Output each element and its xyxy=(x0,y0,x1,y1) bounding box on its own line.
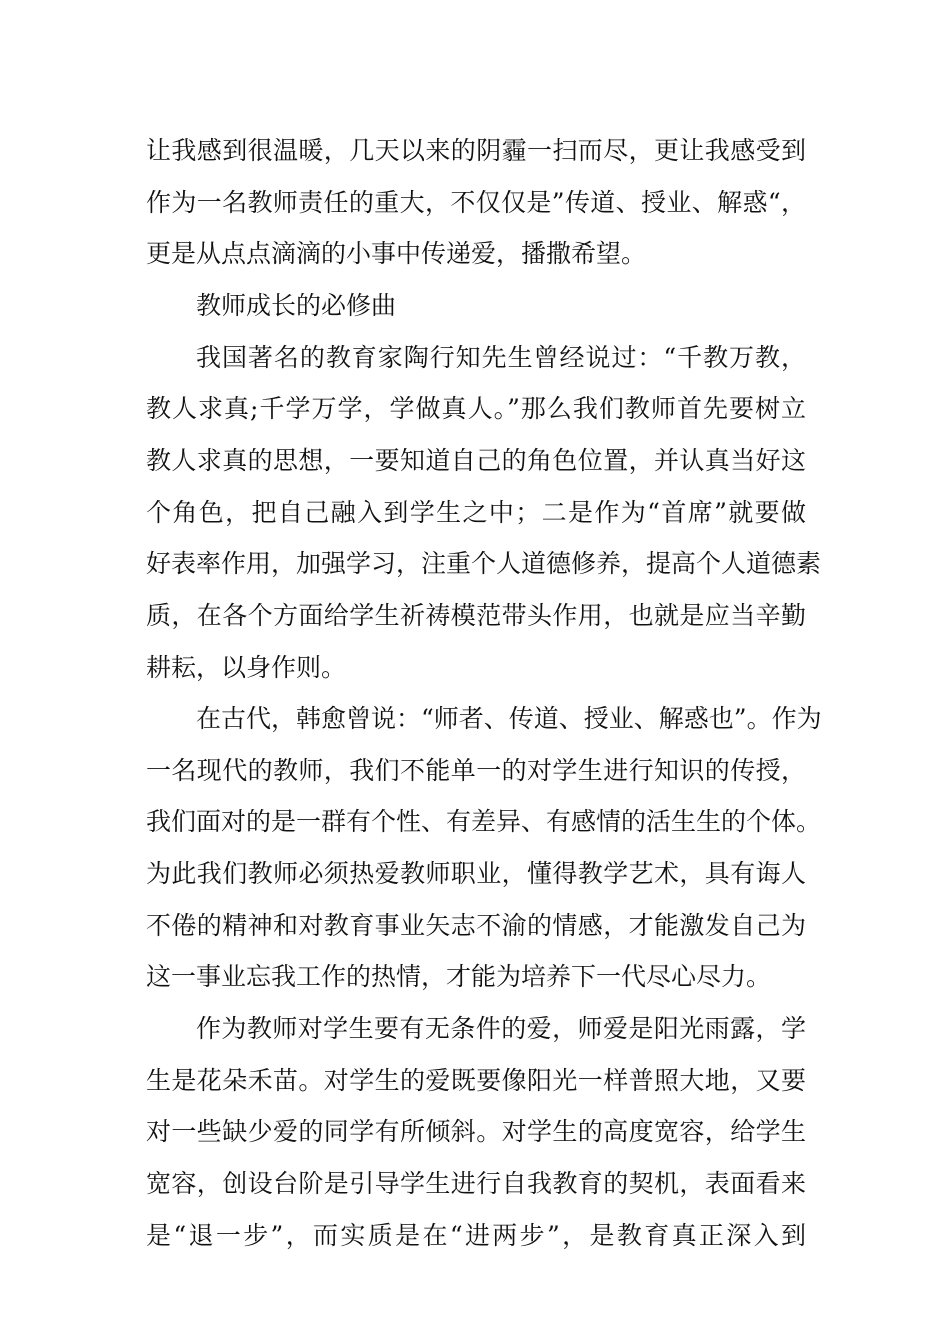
text-line: 生是花朵禾苗。对学生的爱既要像阳光一样普照大地，又要 xyxy=(146,1066,806,1095)
text-line: 教人求真;千学万学，学做真人。”那么我们教师首先要树立 xyxy=(146,394,806,423)
text-line: 好表率作用，加强学习，注重个人道德修养，提高个人道德素 xyxy=(146,549,822,578)
text-line: 这一事业忘我工作的热情，才能为培养下一代尽心尽力。 xyxy=(146,962,772,991)
text-line: 个角色，把自己融入到学生之中；二是作为“首席”就要做 xyxy=(146,498,806,527)
text-line: 作为教师对学生要有无条件的爱，师爱是阳光雨露，学 xyxy=(196,1014,806,1043)
text-line: 一名现代的教师，我们不能单一的对学生进行知识的传授， xyxy=(146,756,806,785)
text-line: 耕耘，以身作则。 xyxy=(146,653,347,682)
text-line: 让我感到很温暖，几天以来的阴霾一扫而尽，更让我感受到 xyxy=(146,136,806,165)
section-heading: 教师成长的必修曲 xyxy=(196,291,397,320)
text-line: 更是从点点滴滴的小事中传递爱，播撒希望。 xyxy=(146,239,647,268)
text-line: 对一些缺少爱的同学有所倾斜。对学生的高度宽容，给学生 xyxy=(146,1117,806,1146)
text-line: 教人求真的思想，一要知道自己的角色位置，并认真当好这 xyxy=(146,446,806,475)
text-line: 在古代，韩愈曾说：“师者、传道、授业、解惑也”。作为 xyxy=(196,704,822,733)
text-line: 不倦的精神和对教育事业矢志不渝的情感，才能激发自己为 xyxy=(146,911,806,940)
text-line: 作为一名教师责任的重大，不仅仅是”传道、授业、解惑“， xyxy=(146,188,806,217)
text-line: 质，在各个方面给学生祈祷模范带头作用，也就是应当辛勤 xyxy=(146,601,806,630)
text-line: 我们面对的是一群有个性、有差异、有感情的活生生的个体。 xyxy=(146,807,822,836)
text-line: 我国著名的教育家陶行知先生曾经说过：“千教万教， xyxy=(196,343,806,372)
text-line: 是“退一步”，而实质是在“进两步”，是教育真正深入到 xyxy=(146,1221,806,1250)
text-line: 宽容，创设台阶是引导学生进行自我教育的契机，表面看来 xyxy=(146,1169,806,1198)
text-line: 为此我们教师必须热爱教师职业，懂得教学艺术，具有诲人 xyxy=(146,859,806,888)
